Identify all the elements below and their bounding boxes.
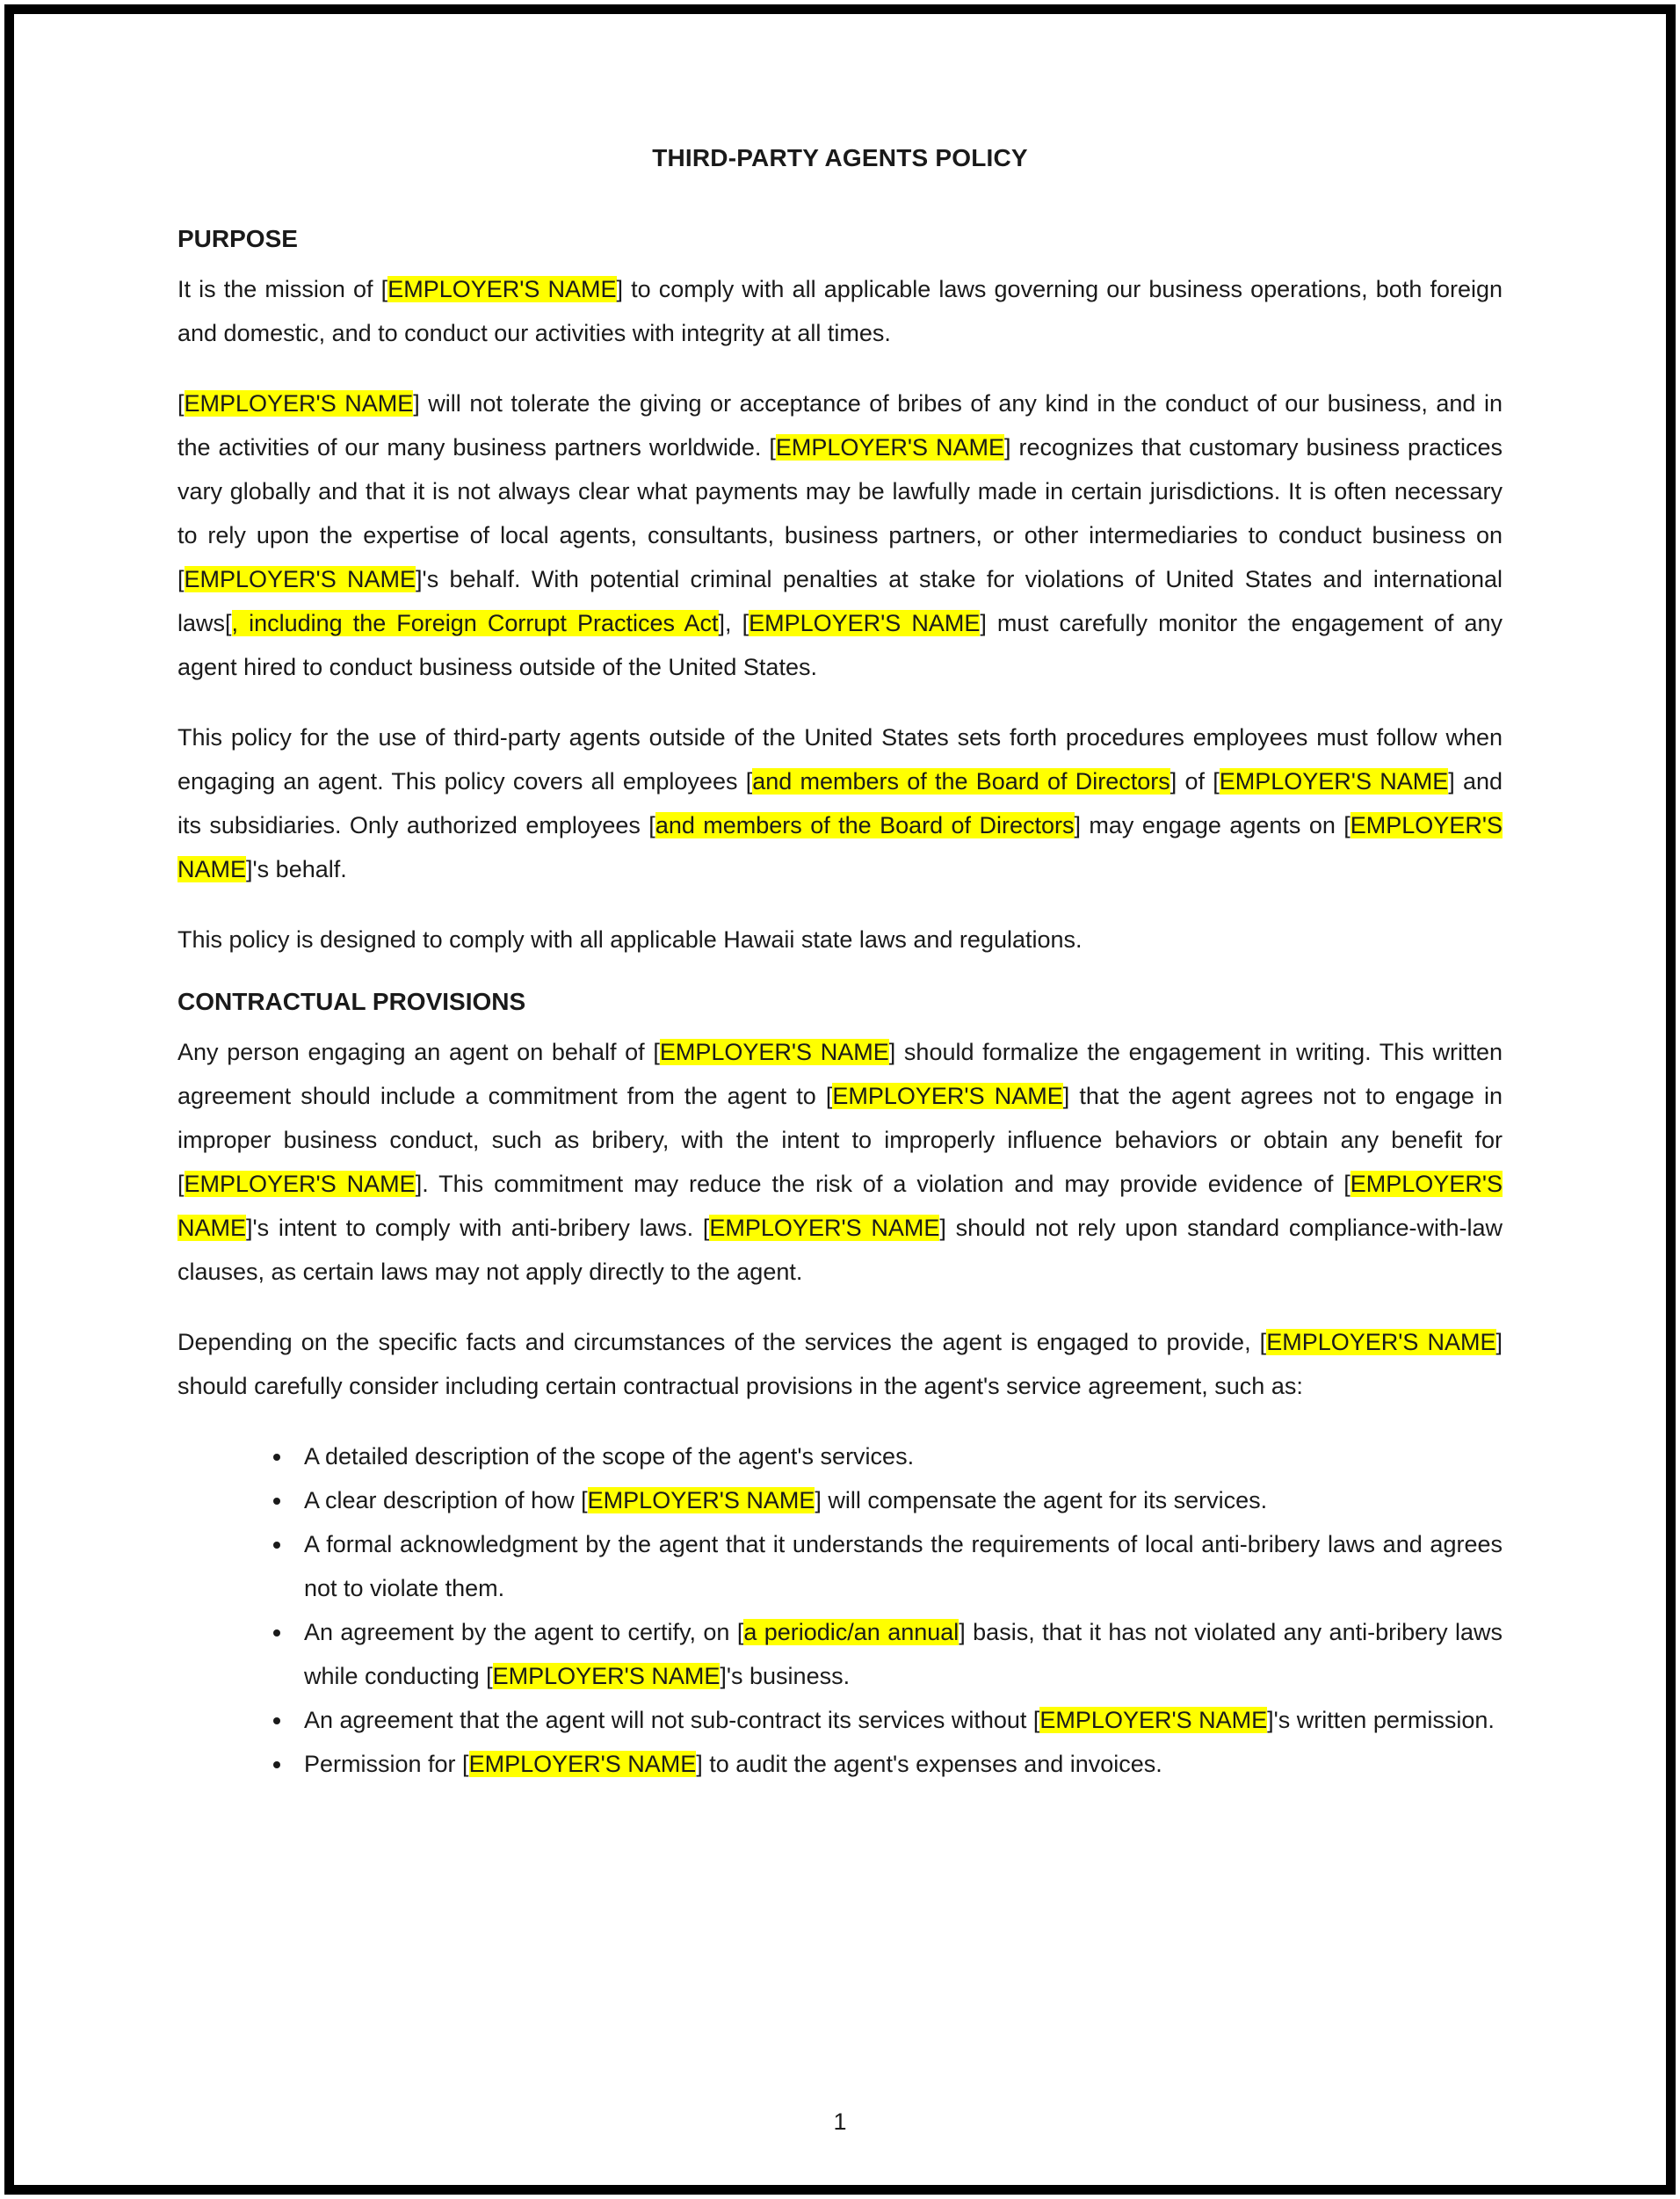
paragraph bbox=[177, 267, 1503, 355]
text-run: A clear description of how [ bbox=[304, 1487, 588, 1513]
highlighted-placeholder: EMPLOYER'S NAME bbox=[659, 1039, 889, 1065]
highlighted-placeholder: EMPLOYER'S NAME bbox=[184, 390, 414, 417]
highlighted-placeholder: EMPLOYER'S NAME bbox=[832, 1083, 1063, 1109]
text-run: This policy is designed to comply with all applicable Hawaii state laws and regulations. bbox=[177, 926, 1083, 953]
highlighted-placeholder: EMPLOYER'S NAME bbox=[184, 566, 416, 592]
paragraph bbox=[177, 715, 1503, 891]
highlighted-placeholder: EMPLOYER'S NAME bbox=[492, 1663, 721, 1689]
highlighted-placeholder: a periodic/an annual bbox=[743, 1619, 959, 1645]
text-run: Any person engaging an agent on behalf of [ bbox=[177, 1039, 660, 1065]
text-run: ]'s business. bbox=[720, 1663, 851, 1689]
bullet-item bbox=[293, 1698, 1503, 1742]
bullet-item bbox=[293, 1610, 1503, 1698]
bullet-item bbox=[293, 1742, 1503, 1786]
highlighted-placeholder: EMPLOYER'S NAME bbox=[709, 1215, 940, 1241]
text-run: A formal acknowledgment by the agent that it understands the requirements of local anti-bribery laws and agrees not to violate them. bbox=[304, 1531, 1503, 1601]
document-page bbox=[14, 14, 1666, 2185]
text-run: An agreement by the agent to certify, on [ bbox=[304, 1619, 744, 1645]
bullet-item bbox=[293, 1478, 1503, 1522]
page-number: 1 bbox=[833, 2108, 847, 2135]
document-body bbox=[177, 209, 1503, 1809]
highlighted-placeholder: EMPLOYER'S NAME bbox=[1266, 1329, 1496, 1355]
highlighted-placeholder: , including the Foreign Corrupt Practices Act bbox=[231, 610, 719, 636]
highlighted-placeholder: EMPLOYER'S NAME bbox=[1039, 1707, 1268, 1733]
text-run: ]'s behalf. bbox=[246, 856, 347, 882]
highlighted-placeholder: and members of the Board of Directors bbox=[752, 768, 1170, 795]
text-run: Depending on the specific facts and circumstances of the services the agent is engaged to provide, [ bbox=[177, 1329, 1267, 1355]
text-run: It is the mission of [ bbox=[177, 276, 388, 302]
text-run: An agreement that the agent will not sub-contract its services without [ bbox=[304, 1707, 1040, 1733]
text-run: ] should carefully consider including certain contractual provisions in the agent's service agreement, such as: bbox=[177, 1329, 1503, 1399]
text-run: This policy for the use of third-party agents outside of the United States sets forth procedures employees must follow when engaging an agent. This policy covers all employees [ bbox=[177, 724, 1503, 795]
text-run: ] recognizes that customary business practices vary globally and that it is not always clear what payments may be lawfully made in certain jurisdictions. It is often necessary to rely upon the expertise of local agents, consultants, business partners, or other intermediaries to conduct business on [ bbox=[177, 434, 1503, 592]
highlighted-placeholder: EMPLOYER'S NAME bbox=[1219, 768, 1449, 795]
text-run: ] should not rely upon standard compliance-with-law clauses, as certain laws may not apply directly to the agent. bbox=[177, 1215, 1503, 1285]
text-run: ]'s behalf. With potential criminal penalties at stake for violations of United States and international laws[ bbox=[177, 566, 1503, 636]
bullet-item bbox=[293, 1522, 1503, 1610]
highlighted-placeholder: EMPLOYER'S NAME bbox=[177, 812, 1503, 882]
highlighted-placeholder: EMPLOYER'S NAME bbox=[749, 610, 981, 636]
bullet-item bbox=[293, 1434, 1503, 1478]
text-run: ] that the agent agrees not to engage in improper business conduct, such as bribery, with the intent to improperly influence behaviors or obtain any benefit for [ bbox=[177, 1083, 1503, 1197]
highlighted-placeholder: and members of the Board of Directors bbox=[655, 812, 1075, 838]
text-run: ] basis, that it has not violated any anti-bribery laws while conducting [ bbox=[304, 1619, 1503, 1689]
text-run: ] should formalize the engagement in writing. This written agreement should include a commitment from the agent to [ bbox=[177, 1039, 1503, 1109]
text-run: ] of [ bbox=[1169, 768, 1220, 795]
paragraph bbox=[177, 918, 1503, 962]
text-run: A detailed description of the scope of the agent's services. bbox=[304, 1443, 915, 1470]
paragraph bbox=[177, 381, 1503, 689]
highlighted-placeholder: EMPLOYER'S NAME bbox=[184, 1171, 416, 1197]
text-run: ]. This commitment may reduce the risk of a violation and may provide evidence of [ bbox=[415, 1171, 1351, 1197]
highlighted-placeholder: EMPLOYER'S NAME bbox=[775, 434, 1005, 461]
highlighted-placeholder: EMPLOYER'S NAME bbox=[587, 1487, 815, 1513]
text-run: ] to audit the agent's expenses and invoices. bbox=[696, 1751, 1162, 1777]
text-run: ] must carefully monitor the engagement of any agent hired to conduct business outside of the United States. bbox=[177, 610, 1503, 680]
text-run: ] will not tolerate the giving or acceptance of bribes of any kind in the conduct of our business, and in the activities of our many business partners worldwide. [ bbox=[177, 390, 1503, 461]
text-run: ]'s written permission. bbox=[1267, 1707, 1495, 1733]
text-run: ]'s intent to comply with anti-bribery laws. [ bbox=[246, 1215, 710, 1241]
text-run: ], [ bbox=[718, 610, 749, 636]
bullet-list bbox=[177, 1434, 1503, 1786]
page-border bbox=[4, 4, 1676, 2195]
paragraph bbox=[177, 1320, 1503, 1408]
paragraph bbox=[177, 1030, 1503, 1294]
highlighted-placeholder: EMPLOYER'S NAME bbox=[387, 276, 617, 302]
text-run: ] will compensate the agent for its services. bbox=[815, 1487, 1268, 1513]
text-run: Permission for [ bbox=[304, 1751, 469, 1777]
text-run: ] and its subsidiaries. Only authorized employees [ bbox=[177, 768, 1503, 838]
highlighted-placeholder: EMPLOYER'S NAME bbox=[177, 1171, 1503, 1241]
document-title: THIRD-PARTY AGENTS POLICY bbox=[652, 144, 1028, 171]
text-run: ] to comply with all applicable laws governing our business operations, both foreign and domestic, and to conduct our activities with integrity at all times. bbox=[177, 276, 1503, 346]
section-heading: PURPOSE bbox=[177, 225, 298, 252]
highlighted-placeholder: EMPLOYER'S NAME bbox=[468, 1751, 697, 1777]
section-heading: CONTRACTUAL PROVISIONS bbox=[177, 988, 526, 1015]
text-run: ] may engage agents on [ bbox=[1074, 812, 1351, 838]
text-run: [ bbox=[177, 390, 185, 417]
